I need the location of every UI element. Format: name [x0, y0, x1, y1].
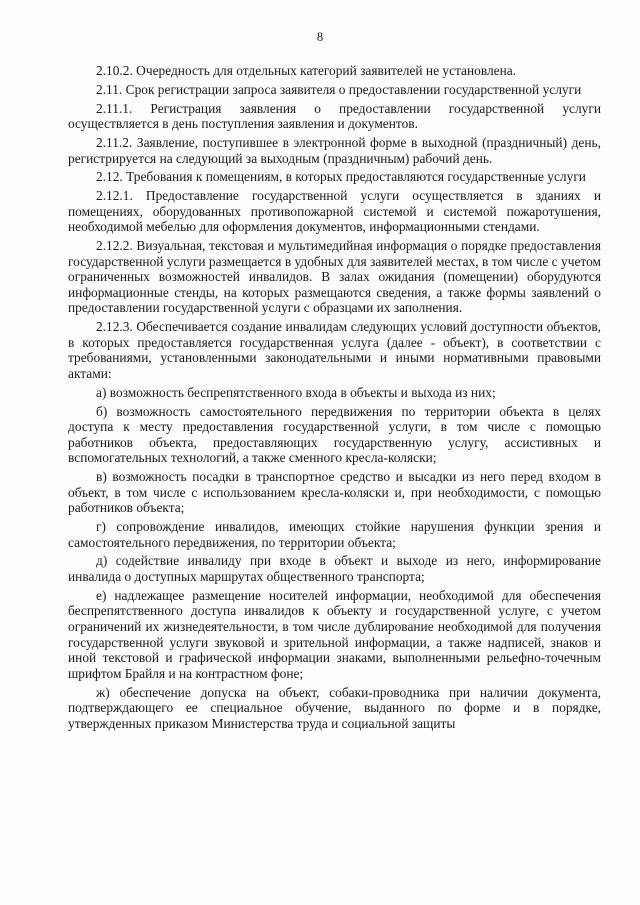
list-item-b: б) возможность самостоятельного передвижения по территории объекта в целях доступа к месту предоставления государственной услуги, в том числе с помощью работников объекта, предоставляющих государственную услугу, ассистивных и вспомогательных технологий, а также сменного кресла-коляски;	[68, 403, 601, 466]
list-item-d: д) содействие инвалиду при входе в объект и выходе из него, информирование инвалида о доступных маршрутах общественного транспорта;	[68, 553, 601, 585]
list-item-e: е) надлежащее размещение носителей информации, необходимой для обеспечения беспрепятственного доступа инвалидов к объекту и государственной услуге, с учетом ограничений их жизнедеятельности, в том числе дублирование необходимой для получения государственной услуги звуковой и зрительной информации, а также надписей, знаков и иной текстовой и графической информации знаками, выполненными рельефно-точечным шрифтом Брайля и на контрастном фоне;	[68, 587, 601, 681]
list-item-a: а) возможность беспрепятственного входа в объекты и выхода из них;	[96, 384, 496, 400]
paragraph-2-11-1: 2.11.1. Регистрация заявления о предоставлении государственной услуги осуществляется в день поступления заявления и документов.	[68, 100, 601, 132]
heading-2-12: 2.12. Требования к помещениям, в которых предоставляются государственные услуги	[96, 169, 586, 185]
paragraph-2-10-2: 2.10.2. Очередность для отдельных категорий заявителей не установлена.	[96, 63, 517, 78]
paragraph-2-11-2: 2.11.2. Заявление, поступившее в электронной форме в выходной (праздничный) день, регистрируется на следующий за выходным (праздничным) рабочий день.	[68, 134, 601, 166]
document-body	[68, 63, 601, 735]
list-item-v: в) возможность посадки в транспортное средство и высадки из него перед входом в объект, в том числе с использованием кресла-коляски и, при необходимости, с помощью работников объекта;	[68, 469, 601, 516]
page-number: 8	[316, 30, 324, 44]
paragraph-2-12-2: 2.12.2. Визуальная, текстовая и мультимедийная информация о порядке предоставления государственной услуги размещается в удобных для заявителей местах, в том числе с учетом ограниченных возможностей инвалидов. В залах ожидания (помещении) оборудуются информационные стенды, на которых размещаются сведения, а также формы заявлений о предоставлении государственной услуги с образцами их заполнения.	[68, 238, 601, 316]
heading-2-11: 2.11. Срок регистрации запроса заявителя о предоставлении государственной услуги	[96, 81, 582, 97]
list-item-zh: ж) обеспечение допуска на объект, собаки-проводника при наличии документа, подтверждающего ее специальное обучение, выданного по форме и в порядке, утвержденных приказом Министерства труда и социальной защиты	[68, 684, 601, 731]
paragraph-2-12-3: 2.12.3. Обеспечивается создание инвалидам следующих условий доступности объектов, в которых предоставляется государственная услуга (далее - объект), в соответствии с требованиями, установленными законодательными и иными нормативными правовыми актами:	[68, 319, 601, 381]
list-item-g: г) сопровождение инвалидов, имеющих стойкие нарушения функции зрения и самостоятельного передвижения, по территории объекта;	[68, 519, 601, 550]
paragraph-2-12-1: 2.12.1. Предоставление государственной услуги осуществляется в зданиях и помещениях, оборудованных противопожарной системой и системой пожаротушения, необходимой мебелью для оформления документов, информационными стендами.	[68, 188, 601, 235]
